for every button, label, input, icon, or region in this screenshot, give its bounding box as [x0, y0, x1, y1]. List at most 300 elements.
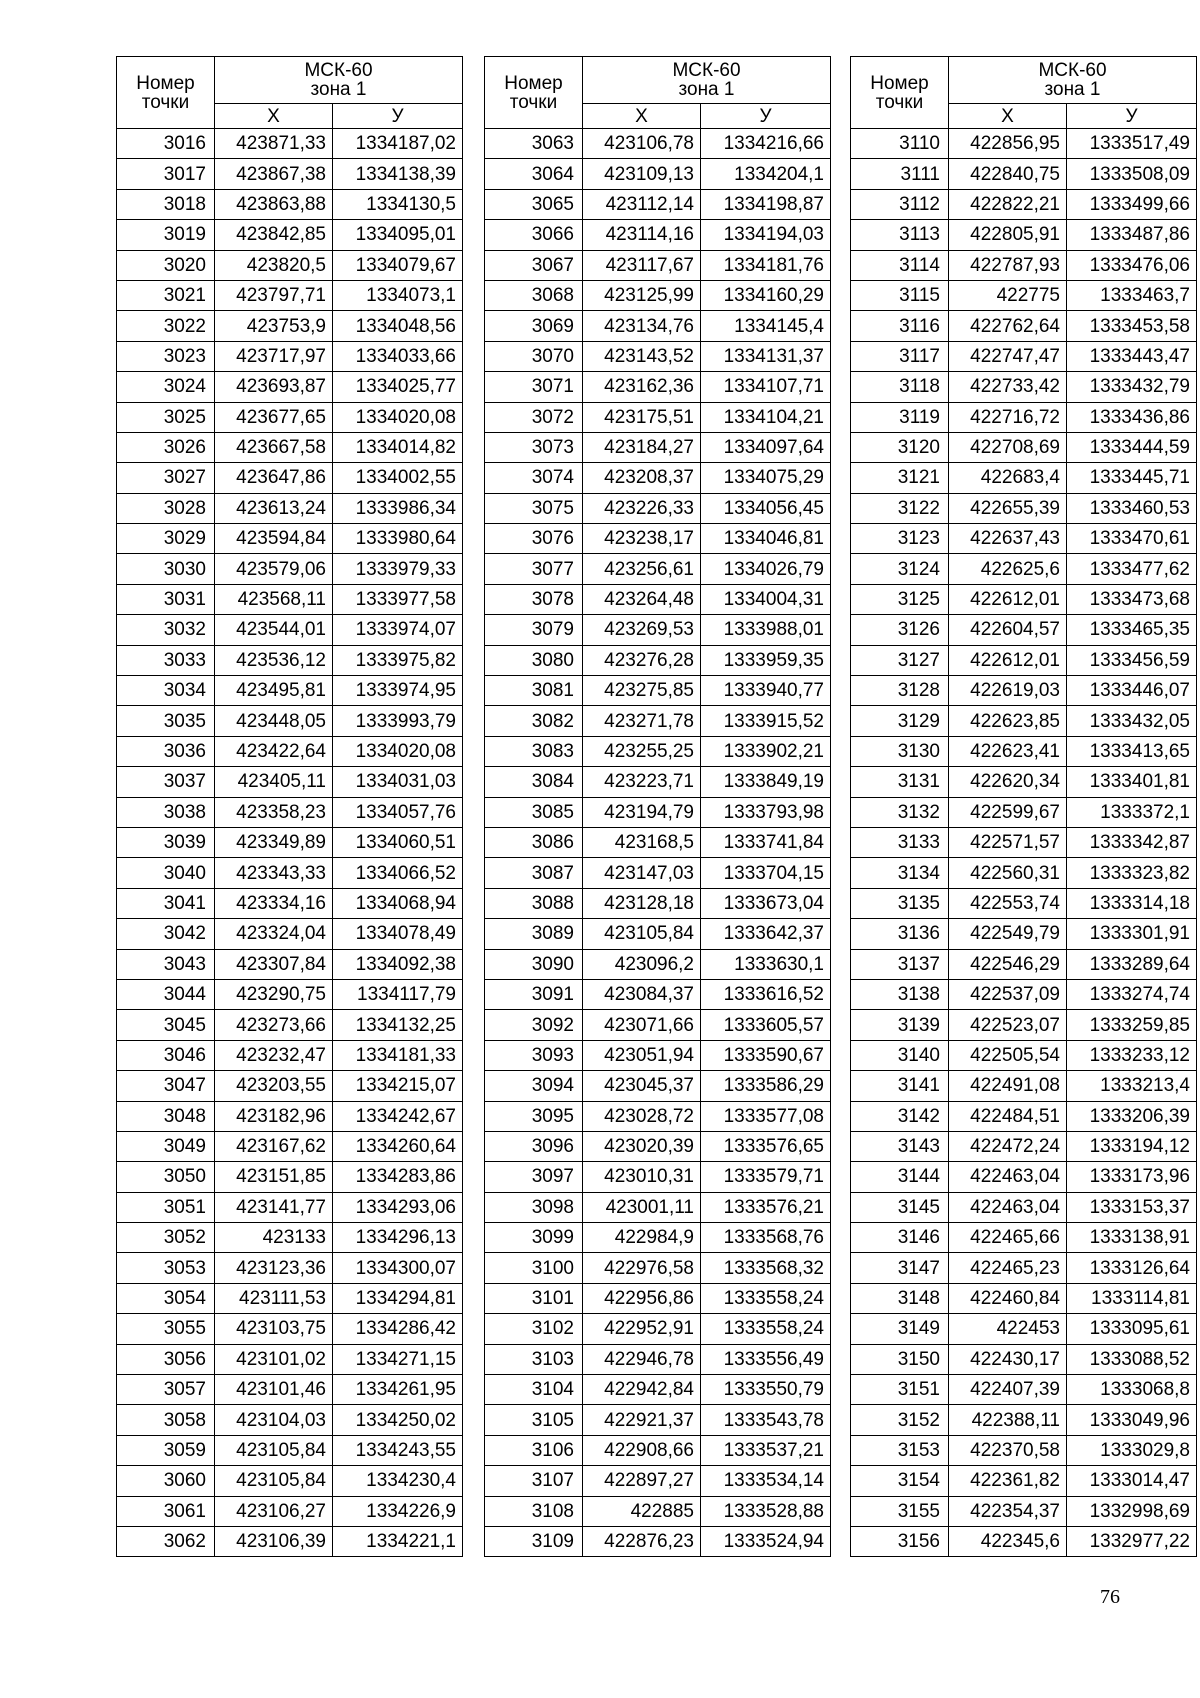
table-row: [117, 1040, 463, 1070]
point-number-cell: 3060: [117, 1466, 215, 1496]
point-number-cell: 3082: [485, 706, 583, 736]
x-coordinate-cell: 422921,37: [583, 1405, 701, 1435]
point-number-cell: 3122: [851, 493, 949, 523]
point-number-cell: 3130: [851, 736, 949, 766]
coordinate-system-zone: зона 1: [310, 79, 367, 100]
x-coordinate-cell: 423105,84: [215, 1435, 333, 1465]
table-row: [117, 1010, 463, 1040]
table-row: [851, 979, 1197, 1009]
x-coordinate-cell: 423349,89: [215, 827, 333, 857]
x-coordinate-cell: 423276,28: [583, 645, 701, 675]
coordinate-table-2: [484, 56, 831, 1557]
x-coordinate-cell: 422620,34: [949, 767, 1067, 797]
x-coordinate-cell: 422946,78: [583, 1344, 701, 1374]
point-number-cell: 3037: [117, 767, 215, 797]
x-coordinate-cell: 423867,38: [215, 159, 333, 189]
point-number-cell: 3138: [851, 979, 949, 1009]
table-row: [485, 1526, 831, 1556]
point-number-cell: 3134: [851, 858, 949, 888]
y-column-header: У: [1067, 104, 1197, 129]
point-number-cell: 3083: [485, 736, 583, 766]
y-coordinate-cell: 1333259,85: [1067, 1010, 1197, 1040]
y-coordinate-cell: 1333704,15: [701, 858, 831, 888]
y-coordinate-cell: 1333014,47: [1067, 1466, 1197, 1496]
point-number-cell: 3073: [485, 432, 583, 462]
point-number-cell: 3067: [485, 250, 583, 280]
point-number-cell: 3107: [485, 1466, 583, 1496]
y-coordinate-cell: 1333993,79: [333, 706, 463, 736]
table-row: [117, 1526, 463, 1556]
y-coordinate-cell: 1334107,71: [701, 372, 831, 402]
point-number-cell: 3075: [485, 493, 583, 523]
x-coordinate-cell: 423071,66: [583, 1010, 701, 1040]
table-row: [851, 1375, 1197, 1405]
y-coordinate-cell: 1334068,94: [333, 888, 463, 918]
point-number-cell: 3049: [117, 1131, 215, 1161]
point-number-cell: 3016: [117, 129, 215, 159]
y-coordinate-cell: 1333194,12: [1067, 1131, 1197, 1161]
point-number-cell: 3126: [851, 615, 949, 645]
table-row: [117, 250, 463, 280]
coordinate-table-1: [116, 56, 463, 1557]
table-row: [485, 189, 831, 219]
point-number-cell: 3147: [851, 1253, 949, 1283]
point-number-cell: 3051: [117, 1192, 215, 1222]
x-coordinate-cell: 423544,01: [215, 615, 333, 645]
x-coordinate-cell: 422876,23: [583, 1526, 701, 1556]
point-number-cell: 3149: [851, 1314, 949, 1344]
x-coordinate-cell: 422407,39: [949, 1375, 1067, 1405]
x-coordinate-cell: 423273,66: [215, 1010, 333, 1040]
point-number-cell: 3058: [117, 1405, 215, 1435]
point-number-cell: 3061: [117, 1496, 215, 1526]
point-number-header-line2: точки: [509, 91, 558, 113]
y-coordinate-cell: 1333213,4: [1067, 1071, 1197, 1101]
x-coordinate-cell: 422345,6: [949, 1526, 1067, 1556]
coordinate-table-3: [850, 56, 1197, 1557]
y-coordinate-cell: 1334020,08: [333, 736, 463, 766]
y-coordinate-cell: 1333314,18: [1067, 888, 1197, 918]
y-coordinate-cell: 1333432,05: [1067, 706, 1197, 736]
point-number-cell: 3115: [851, 280, 949, 310]
point-number-cell: 3118: [851, 372, 949, 402]
point-number-cell: 3069: [485, 311, 583, 341]
point-number-cell: 3080: [485, 645, 583, 675]
y-coordinate-cell: 1334073,1: [333, 280, 463, 310]
coordinate-system-header: [583, 57, 831, 104]
table-row: [851, 129, 1197, 159]
y-coordinate-cell: 1334296,13: [333, 1223, 463, 1253]
table-row: [851, 767, 1197, 797]
x-coordinate-cell: 423208,37: [583, 463, 701, 493]
x-coordinate-cell: 423111,53: [215, 1283, 333, 1313]
point-number-cell: 3086: [485, 827, 583, 857]
point-number-cell: 3032: [117, 615, 215, 645]
table-row: [851, 220, 1197, 250]
y-column-header: У: [701, 104, 831, 129]
point-number-cell: 3081: [485, 676, 583, 706]
x-coordinate-cell: 422604,57: [949, 615, 1067, 645]
point-number-cell: 3101: [485, 1283, 583, 1313]
x-coordinate-cell: 423147,03: [583, 858, 701, 888]
x-coordinate-cell: 422623,85: [949, 706, 1067, 736]
table-row: [117, 1344, 463, 1374]
y-coordinate-cell: 1334075,29: [701, 463, 831, 493]
x-coordinate-cell: 422942,84: [583, 1375, 701, 1405]
table-row: [485, 1405, 831, 1435]
table-row: [117, 280, 463, 310]
table-row: [117, 129, 463, 159]
point-number-cell: 3057: [117, 1375, 215, 1405]
table-row: [485, 797, 831, 827]
x-coordinate-cell: 423448,05: [215, 706, 333, 736]
point-number-cell: 3024: [117, 372, 215, 402]
y-coordinate-cell: 1333206,39: [1067, 1101, 1197, 1131]
table-row: [485, 645, 831, 675]
table-row: [851, 827, 1197, 857]
y-coordinate-cell: 1333049,96: [1067, 1405, 1197, 1435]
table-row: [117, 736, 463, 766]
table-row: [117, 979, 463, 1009]
y-coordinate-cell: 1333793,98: [701, 797, 831, 827]
y-coordinate-cell: 1333543,78: [701, 1405, 831, 1435]
x-coordinate-cell: 422361,82: [949, 1466, 1067, 1496]
y-coordinate-cell: 1333577,08: [701, 1101, 831, 1131]
point-number-cell: 3066: [485, 220, 583, 250]
y-coordinate-cell: 1333558,24: [701, 1314, 831, 1344]
point-number-cell: 3042: [117, 919, 215, 949]
point-number-cell: 3019: [117, 220, 215, 250]
y-coordinate-cell: 1333576,21: [701, 1192, 831, 1222]
x-coordinate-cell: 422612,01: [949, 645, 1067, 675]
point-number-cell: 3084: [485, 767, 583, 797]
point-number-cell: 3140: [851, 1040, 949, 1070]
point-number-cell: 3144: [851, 1162, 949, 1192]
x-coordinate-cell: 423226,33: [583, 493, 701, 523]
table-row: [117, 311, 463, 341]
table-row: [117, 524, 463, 554]
x-coordinate-cell: 423717,97: [215, 341, 333, 371]
point-number-header-line1: Номер: [136, 72, 195, 94]
point-number-cell: 3035: [117, 706, 215, 736]
table-row: [485, 402, 831, 432]
y-coordinate-cell: 1334294,81: [333, 1283, 463, 1313]
x-coordinate-cell: 423334,16: [215, 888, 333, 918]
y-coordinate-cell: 1333401,81: [1067, 767, 1197, 797]
table-row: [485, 280, 831, 310]
table-row: [851, 493, 1197, 523]
point-number-cell: 3150: [851, 1344, 949, 1374]
y-coordinate-cell: 1333126,64: [1067, 1253, 1197, 1283]
y-coordinate-cell: 1334221,1: [333, 1526, 463, 1556]
point-number-cell: 3114: [851, 250, 949, 280]
y-coordinate-cell: 1333974,95: [333, 676, 463, 706]
y-coordinate-cell: 1333432,79: [1067, 372, 1197, 402]
point-number-cell: 3154: [851, 1466, 949, 1496]
x-coordinate-cell: 423693,87: [215, 372, 333, 402]
x-coordinate-cell: 422546,29: [949, 949, 1067, 979]
table-row: [485, 1162, 831, 1192]
x-coordinate-cell: 423167,62: [215, 1131, 333, 1161]
point-number-cell: 3105: [485, 1405, 583, 1435]
x-coordinate-cell: 423109,13: [583, 159, 701, 189]
coordinate-system-zone: зона 1: [1044, 79, 1101, 100]
point-number-cell: 3029: [117, 524, 215, 554]
y-coordinate-cell: 1333524,94: [701, 1526, 831, 1556]
y-coordinate-cell: 1334078,49: [333, 919, 463, 949]
point-number-cell: 3087: [485, 858, 583, 888]
point-number-cell: 3148: [851, 1283, 949, 1313]
y-coordinate-cell: 1333508,09: [1067, 159, 1197, 189]
y-coordinate-cell: 1332998,69: [1067, 1496, 1197, 1526]
y-coordinate-cell: 1333959,35: [701, 645, 831, 675]
point-number-cell: 3034: [117, 676, 215, 706]
point-number-cell: 3100: [485, 1253, 583, 1283]
y-coordinate-cell: 1334025,77: [333, 372, 463, 402]
table-row: [117, 645, 463, 675]
x-coordinate-cell: 422484,51: [949, 1101, 1067, 1131]
point-number-cell: 3094: [485, 1071, 583, 1101]
point-number-header-line2: точки: [875, 91, 924, 113]
x-coordinate-cell: 422747,47: [949, 341, 1067, 371]
y-coordinate-cell: 1333029,8: [1067, 1435, 1197, 1465]
x-coordinate-cell: 423020,39: [583, 1131, 701, 1161]
x-coordinate-cell: 422762,64: [949, 311, 1067, 341]
x-coordinate-cell: 422523,07: [949, 1010, 1067, 1040]
point-number-cell: 3110: [851, 129, 949, 159]
y-coordinate-cell: 1333372,1: [1067, 797, 1197, 827]
point-number-header: [117, 57, 215, 129]
x-coordinate-cell: 422787,93: [949, 250, 1067, 280]
table-row: [485, 1253, 831, 1283]
table-row: [117, 615, 463, 645]
x-coordinate-cell: 423103,75: [215, 1314, 333, 1344]
table-row: [851, 1131, 1197, 1161]
table-row: [851, 432, 1197, 462]
table-row: [851, 1101, 1197, 1131]
table-row: [117, 888, 463, 918]
x-coordinate-cell: 422956,86: [583, 1283, 701, 1313]
point-number-cell: 3141: [851, 1071, 949, 1101]
y-coordinate-cell: 1333289,64: [1067, 949, 1197, 979]
x-coordinate-cell: 422612,01: [949, 584, 1067, 614]
table-row: [851, 554, 1197, 584]
x-coordinate-cell: 423133: [215, 1223, 333, 1253]
table-row: [485, 1192, 831, 1222]
table-row: [851, 645, 1197, 675]
x-coordinate-cell: 422560,31: [949, 858, 1067, 888]
table-row: [485, 1375, 831, 1405]
table-row: [485, 676, 831, 706]
table-row: [851, 1344, 1197, 1374]
point-number-cell: 3025: [117, 402, 215, 432]
table-row: [485, 1435, 831, 1465]
y-coordinate-cell: 1333342,87: [1067, 827, 1197, 857]
x-coordinate-cell: 423125,99: [583, 280, 701, 310]
y-coordinate-cell: 1333088,52: [1067, 1344, 1197, 1374]
x-coordinate-cell: 423842,85: [215, 220, 333, 250]
point-number-cell: 3121: [851, 463, 949, 493]
y-coordinate-cell: 1334300,07: [333, 1253, 463, 1283]
x-coordinate-cell: 422733,42: [949, 372, 1067, 402]
x-coordinate-cell: 423151,85: [215, 1162, 333, 1192]
x-coordinate-cell: 423104,03: [215, 1405, 333, 1435]
coordinate-system-name: МСК-60: [1038, 60, 1107, 81]
table-row: [851, 189, 1197, 219]
y-coordinate-cell: 1334145,4: [701, 311, 831, 341]
x-coordinate-cell: 422840,75: [949, 159, 1067, 189]
point-number-cell: 3030: [117, 554, 215, 584]
table-row: [117, 584, 463, 614]
x-coordinate-cell: 423184,27: [583, 432, 701, 462]
point-number-cell: 3119: [851, 402, 949, 432]
table-row: [485, 372, 831, 402]
coordinate-system-name: МСК-60: [304, 60, 373, 81]
x-coordinate-cell: 422976,58: [583, 1253, 701, 1283]
y-coordinate-cell: 1333068,8: [1067, 1375, 1197, 1405]
table-row: [485, 736, 831, 766]
table-row: [851, 1496, 1197, 1526]
y-coordinate-cell: 1333487,86: [1067, 220, 1197, 250]
point-number-cell: 3072: [485, 402, 583, 432]
table-row: [485, 1101, 831, 1131]
y-coordinate-cell: 1333233,12: [1067, 1040, 1197, 1070]
y-coordinate-cell: 1334226,9: [333, 1496, 463, 1526]
table-row: [851, 1071, 1197, 1101]
table-row: [117, 341, 463, 371]
point-number-cell: 3043: [117, 949, 215, 979]
y-coordinate-cell: 1334097,64: [701, 432, 831, 462]
table-row: [485, 888, 831, 918]
table-row: [117, 1223, 463, 1253]
table-row: [117, 1192, 463, 1222]
point-number-cell: 3109: [485, 1526, 583, 1556]
point-number-cell: 3123: [851, 524, 949, 554]
point-number-header-line1: Номер: [504, 72, 563, 94]
x-coordinate-cell: 423194,79: [583, 797, 701, 827]
x-coordinate-cell: 422354,37: [949, 1496, 1067, 1526]
x-coordinate-cell: 422571,57: [949, 827, 1067, 857]
table-row: [485, 1496, 831, 1526]
x-coordinate-cell: 423051,94: [583, 1040, 701, 1070]
y-coordinate-cell: 1334283,86: [333, 1162, 463, 1192]
x-coordinate-cell: 422708,69: [949, 432, 1067, 462]
y-coordinate-cell: 1334215,07: [333, 1071, 463, 1101]
point-number-cell: 3018: [117, 189, 215, 219]
point-number-cell: 3045: [117, 1010, 215, 1040]
table-row: [117, 1071, 463, 1101]
point-number-cell: 3070: [485, 341, 583, 371]
x-coordinate-cell: 423128,18: [583, 888, 701, 918]
x-coordinate-cell: 423753,9: [215, 311, 333, 341]
coordinate-system-header: [949, 57, 1197, 104]
table-row: [851, 1435, 1197, 1465]
y-coordinate-cell: 1334026,79: [701, 554, 831, 584]
point-number-cell: 3116: [851, 311, 949, 341]
y-coordinate-cell: 1333579,71: [701, 1162, 831, 1192]
table-row: [117, 493, 463, 523]
point-number-cell: 3093: [485, 1040, 583, 1070]
point-number-cell: 3077: [485, 554, 583, 584]
y-coordinate-cell: 1334048,56: [333, 311, 463, 341]
point-number-cell: 3124: [851, 554, 949, 584]
table-row: [851, 1162, 1197, 1192]
table-row: [851, 311, 1197, 341]
x-coordinate-cell: 422465,23: [949, 1253, 1067, 1283]
x-coordinate-cell: 422537,09: [949, 979, 1067, 1009]
point-number-cell: 3129: [851, 706, 949, 736]
point-number-cell: 3117: [851, 341, 949, 371]
x-coordinate-cell: 422637,43: [949, 524, 1067, 554]
point-number-cell: 3091: [485, 979, 583, 1009]
point-number-cell: 3038: [117, 797, 215, 827]
x-column-header: X: [949, 104, 1067, 129]
point-number-cell: 3155: [851, 1496, 949, 1526]
table-row: [485, 129, 831, 159]
point-number-cell: 3096: [485, 1131, 583, 1161]
x-coordinate-cell: 422619,03: [949, 676, 1067, 706]
point-number-header-line2: точки: [141, 91, 190, 113]
point-number-cell: 3064: [485, 159, 583, 189]
table-row: [851, 1192, 1197, 1222]
y-coordinate-cell: 1333550,79: [701, 1375, 831, 1405]
x-coordinate-cell: 423269,53: [583, 615, 701, 645]
x-coordinate-cell: 423028,72: [583, 1101, 701, 1131]
y-coordinate-cell: 1333915,52: [701, 706, 831, 736]
point-number-cell: 3027: [117, 463, 215, 493]
x-coordinate-cell: 423255,25: [583, 736, 701, 766]
y-coordinate-cell: 1333436,86: [1067, 402, 1197, 432]
x-coordinate-cell: 423358,23: [215, 797, 333, 827]
y-coordinate-cell: 1334066,52: [333, 858, 463, 888]
x-coordinate-cell: 423101,02: [215, 1344, 333, 1374]
point-number-cell: 3044: [117, 979, 215, 1009]
y-coordinate-cell: 1334002,55: [333, 463, 463, 493]
y-coordinate-cell: 1333534,14: [701, 1466, 831, 1496]
point-number-cell: 3089: [485, 919, 583, 949]
x-coordinate-cell: 422599,67: [949, 797, 1067, 827]
table-row: [851, 736, 1197, 766]
point-number-header-line1: Номер: [870, 72, 929, 94]
table-row: [117, 676, 463, 706]
point-number-cell: 3020: [117, 250, 215, 280]
y-coordinate-cell: 1334181,33: [333, 1040, 463, 1070]
point-number-cell: 3053: [117, 1253, 215, 1283]
y-coordinate-cell: 1333974,07: [333, 615, 463, 645]
y-coordinate-cell: 1333460,53: [1067, 493, 1197, 523]
x-coordinate-cell: 423343,33: [215, 858, 333, 888]
y-coordinate-cell: 1333568,32: [701, 1253, 831, 1283]
y-coordinate-cell: 1334204,1: [701, 159, 831, 189]
point-number-cell: 3136: [851, 919, 949, 949]
table-row: [851, 584, 1197, 614]
point-number-cell: 3132: [851, 797, 949, 827]
point-number-cell: 3137: [851, 949, 949, 979]
point-number-cell: 3041: [117, 888, 215, 918]
table-row: [117, 919, 463, 949]
point-number-cell: 3139: [851, 1010, 949, 1040]
point-number-cell: 3102: [485, 1314, 583, 1344]
point-number-cell: 3048: [117, 1101, 215, 1131]
x-coordinate-cell: 423579,06: [215, 554, 333, 584]
point-number-cell: 3063: [485, 129, 583, 159]
x-coordinate-cell: 422683,4: [949, 463, 1067, 493]
table-row: [117, 797, 463, 827]
point-number-header: [851, 57, 949, 129]
point-number-cell: 3046: [117, 1040, 215, 1070]
y-coordinate-cell: 1333642,37: [701, 919, 831, 949]
point-number-cell: 3033: [117, 645, 215, 675]
